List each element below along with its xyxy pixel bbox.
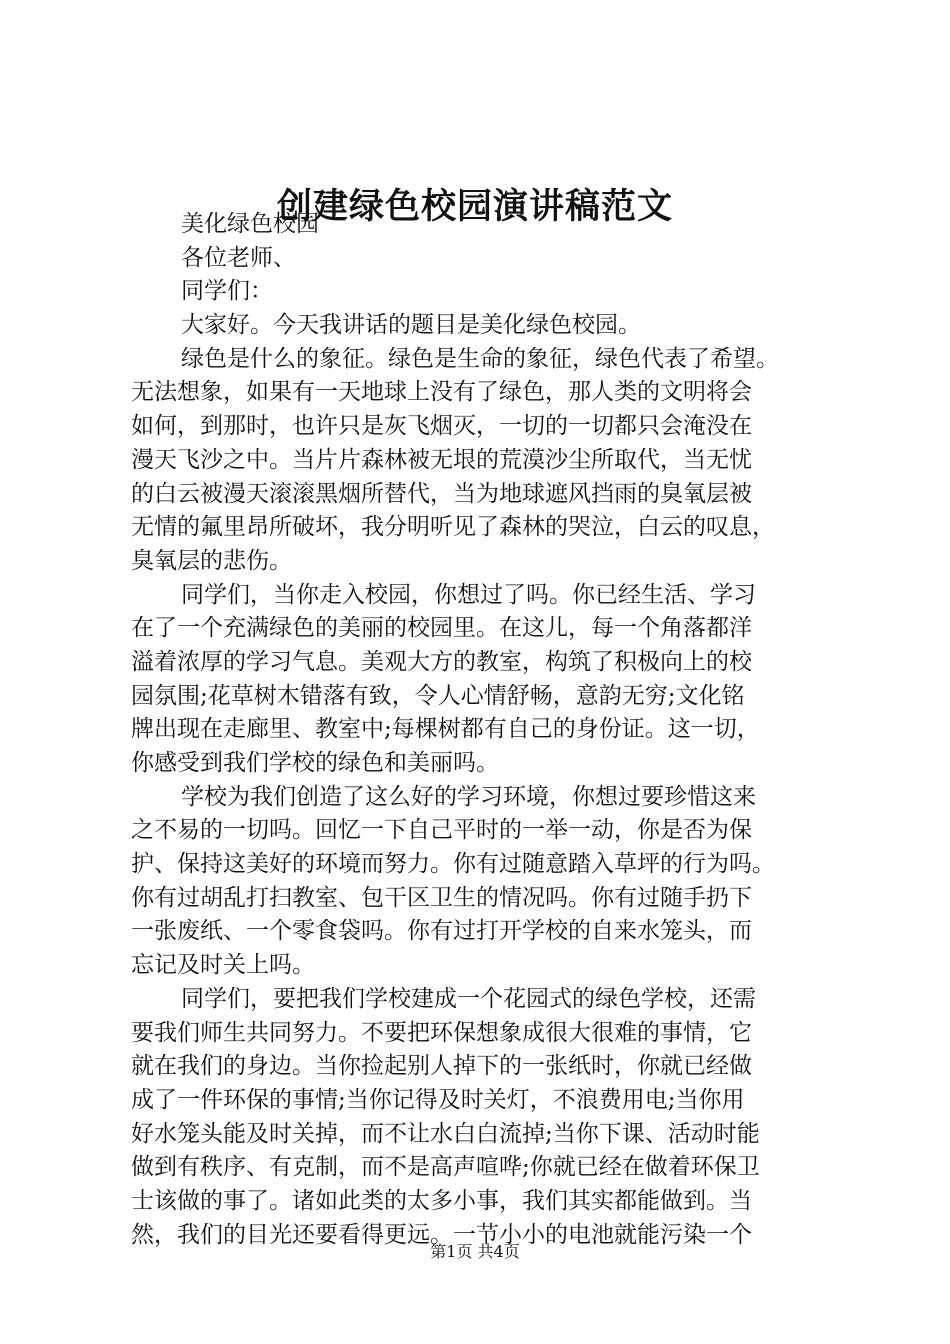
text-line: 漫天飞沙之中。当片片森林被无垠的荒漠沙尘所取代，当无忧 — [131, 446, 752, 473]
text-line: 无情的氟里昂所破坏，我分明听见了森林的哭泣，白云的叹息， — [131, 514, 775, 541]
text-line: 大家好。今天我讲话的题目是美化绿色校园。 — [181, 312, 641, 339]
text-line: 好水笼头能及时关掉，而不让水白白流掉;当你下课、活动时能 — [131, 1120, 760, 1147]
text-line: 然，我们的目光还要看得更远。一节小小的电池就能污染一个 — [131, 1221, 752, 1248]
text-line: 学校为我们创造了这么好的学习环境，你想过要珍惜这来 — [181, 783, 756, 810]
text-line: 绿色是什么的象征。绿色是生命的象征，绿色代表了希望。 — [181, 345, 779, 372]
text-line: 各位老师、 — [181, 244, 296, 271]
document-title: 创建绿色校园演讲稿范文 — [276, 186, 673, 227]
text-line: 同学们，要把我们学校建成一个花园式的绿色学校，还需 — [181, 985, 756, 1012]
text-line: 一张废纸、一个零食袋吗。你有过打开学校的自来水笼头，而 — [131, 918, 752, 945]
text-line: 同学们： — [181, 278, 273, 305]
text-line: 护、保持这美好的环境而努力。你有过随意踏入草坪的行为吗。 — [131, 851, 775, 878]
document-body — [131, 208, 831, 1252]
text-line: 臭氧层的悲伤。 — [131, 547, 292, 574]
text-line: 园氛围;花草树木错落有致，令人心情舒畅，意韵无穷;文化铭 — [131, 682, 745, 709]
text-line: 你有过胡乱打扫教室、包干区卫生的情况吗。你有过随手扔下 — [131, 884, 752, 911]
text-line: 美化绿色校园 — [181, 211, 319, 237]
text-line: 同学们，当你走入校园，你想过了吗。你已经生活、学习 — [181, 581, 756, 608]
text-line: 无法想象，如果有一天地球上没有了绿色，那人类的文明将会 — [131, 379, 752, 406]
text-line: 忘记及时关上吗。 — [131, 952, 315, 979]
text-line: 的白云被漫天滚滚黑烟所替代，当为地球遮风挡雨的臭氧层被 — [131, 480, 752, 507]
text-line: 你感受到我们学校的绿色和美丽吗。 — [131, 750, 499, 776]
text-line: 要我们师生共同努力。不要把环保想象成很大很难的事情，它 — [131, 1019, 752, 1046]
text-line: 牌出现在走廊里、教室中;每棵树都有自己的身份证。这一切， — [131, 716, 760, 743]
text-line: 就在我们的身边。当你捡起别人掉下的一张纸时，你就已经做 — [131, 1053, 752, 1080]
text-line: 士该做的事了。诸如此类的太多小事，我们其实都能做到。当 — [131, 1187, 752, 1214]
page-number: 第1页 共4页 — [430, 1242, 520, 1261]
text-line: 如何，到那时，也许只是灰飞烟灭，一切的一切都只会淹没在 — [131, 413, 752, 440]
text-line: 做到有秩序、有克制，而不是高声喧哗;你就已经在做着环保卫 — [131, 1154, 760, 1181]
text-line: 溢着浓厚的学习气息。美观大方的教室，构筑了积极向上的校 — [131, 648, 752, 675]
text-line: 之不易的一切吗。回忆一下自己平时的一举一动，你是否为保 — [131, 817, 752, 844]
text-line: 在了一个充满绿色的美丽的校园里。在这儿，每一个角落都洋 — [131, 615, 752, 642]
text-line: 成了一件环保的事情;当你记得及时关灯，不浪费用电;当你用 — [131, 1086, 745, 1113]
